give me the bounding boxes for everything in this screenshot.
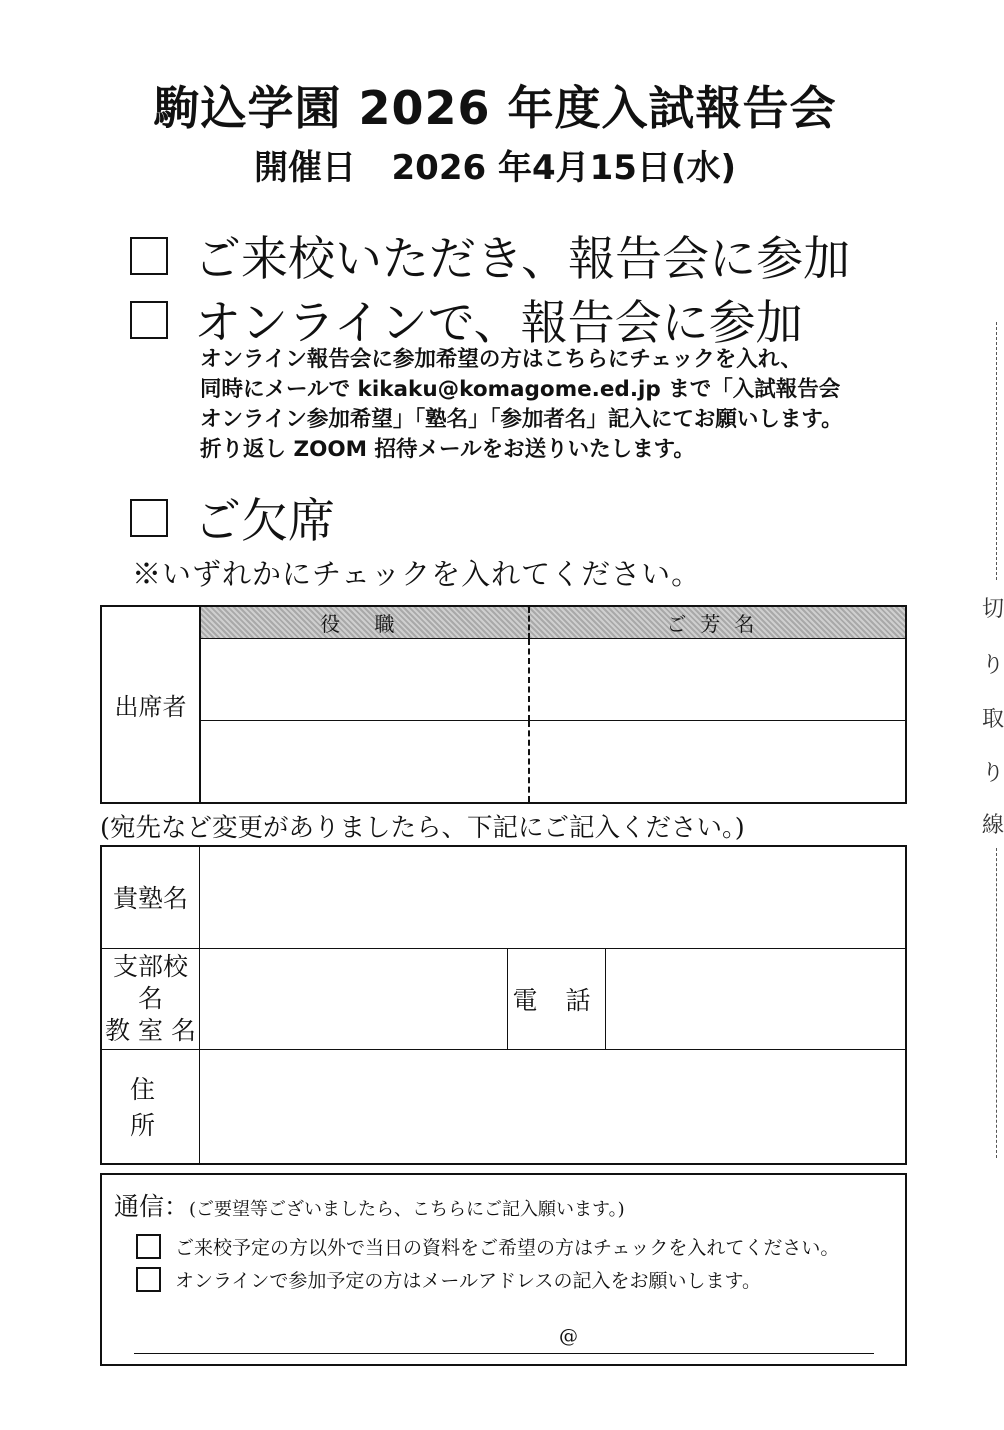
school-field[interactable] [200, 846, 907, 948]
cut-line-char: 線 [982, 813, 1004, 838]
checkbox[interactable] [136, 1234, 161, 1259]
cut-line-bottom [996, 848, 997, 1158]
address-label: 住 所 [101, 1049, 200, 1164]
checkbox[interactable] [130, 237, 168, 275]
option-online[interactable] [130, 286, 803, 353]
option-label: ご欠席 [194, 494, 335, 549]
checkbox[interactable] [130, 301, 168, 339]
branch-label-line: 支部校名 [112, 951, 188, 1013]
comm-item-label: ご来校予定の方以外で当日の資料をご希望の方はチェックを入れてください。 [175, 1237, 840, 1259]
attendee-table [100, 605, 907, 804]
option-absent[interactable] [130, 484, 335, 551]
comm-item-email[interactable] [136, 1266, 761, 1293]
address-table [100, 845, 907, 1165]
checkbox[interactable] [136, 1267, 161, 1292]
col-name-header: ご芳名 [529, 606, 906, 639]
phone-field[interactable] [606, 948, 907, 1049]
position-field[interactable] [200, 639, 529, 721]
date-value: 2026 年4月15日(水) [391, 148, 737, 188]
cut-line-char: り [982, 761, 1004, 786]
page-title: 駒込学園 2026 年度入試報告会 [153, 81, 837, 135]
comm-item-label: オンラインで参加予定の方はメールアドレスの記入をお願いします。 [175, 1270, 761, 1292]
attendee-label: 出席者 [101, 606, 200, 803]
branch-field[interactable] [200, 948, 508, 1049]
branch-label-line: 教 室 名 [105, 1015, 196, 1045]
check-remark: ※いずれかにチェックを入れてください。 [132, 557, 702, 591]
date-label: 開催日 [253, 148, 356, 188]
option-label: オンラインで、報告会に参加 [194, 296, 803, 351]
note-line: 同時にメールで kikaku@komagome.ed.jp まで「入試報告会 [200, 377, 841, 402]
comm-title-note: (ご要望等ございましたら、こちらにご記入願います。) [189, 1199, 625, 1220]
communication-box [100, 1173, 907, 1366]
comm-title-text: 通信： [114, 1192, 190, 1221]
at-sign: @ [559, 1325, 578, 1347]
name-field[interactable] [529, 639, 906, 721]
address-field[interactable] [200, 1049, 907, 1164]
phone-label: 電 話 [508, 948, 606, 1049]
online-note [200, 345, 900, 465]
note-line: オンライン参加希望」「塾名」「参加者名」記入にてお願いします。 [200, 407, 843, 432]
cut-line-char: り [982, 653, 1004, 678]
note-line: 折り返し ZOOM 招待メールをお送りいたします。 [200, 437, 695, 462]
option-label: ご来校いただき、報告会に参加 [194, 232, 851, 287]
email-field-line[interactable] [134, 1353, 874, 1354]
comm-item-materials[interactable] [136, 1233, 839, 1260]
school-label: 貴塾名 [101, 846, 200, 948]
col-position-header: 役 職 [200, 606, 529, 639]
note-line: オンライン報告会に参加希望の方はこちらにチェックを入れ、 [200, 347, 803, 372]
name-field[interactable] [529, 721, 906, 803]
checkbox[interactable] [130, 499, 168, 537]
position-field[interactable] [200, 721, 529, 803]
option-visit[interactable] [130, 222, 850, 289]
event-date [0, 140, 990, 189]
comm-title [114, 1187, 625, 1223]
cut-line-char: 取 [982, 707, 1004, 732]
branch-label [101, 948, 200, 1049]
address-note: (宛先など変更がありましたら、下記にご記入ください。) [100, 813, 745, 843]
cut-line-char: 切 [982, 597, 1004, 622]
cut-line-top [996, 322, 997, 580]
